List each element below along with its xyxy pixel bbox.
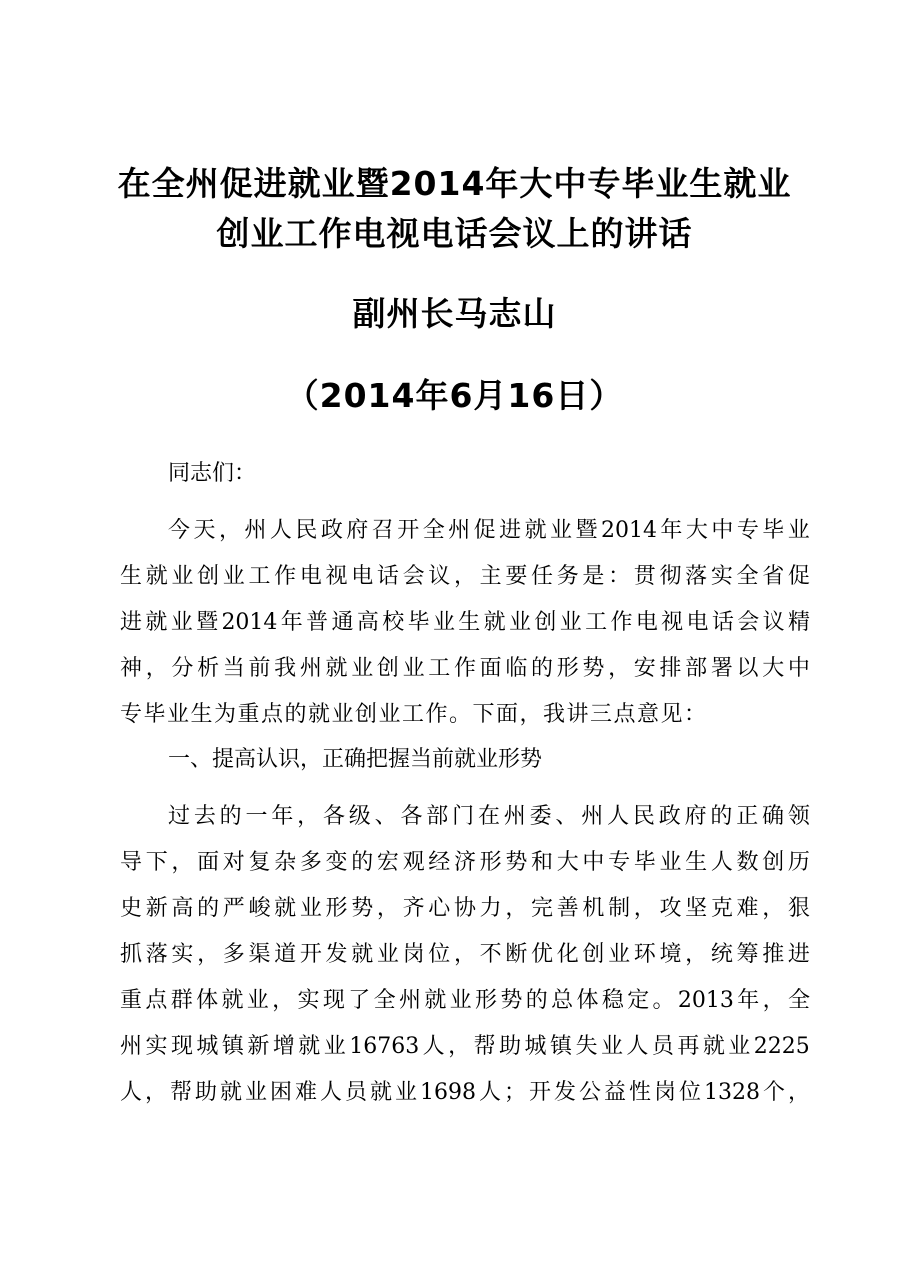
paragraph-line: 今 天 ， 州 人 民 政 府 召 开 全 州 促 进 就 业 暨 2014 年 大 中 专 毕 业 [168, 518, 810, 543]
paragraph-line: 人 ， 帮 助 就 业 困 难 人 员 就 业 1698 人 ； 开 发 公 益 性 岗 位 1328 个 ， [120, 1080, 810, 1105]
paragraph-line: 抓 落 实 ， 多 渠 道 开 发 就 业 岗 位 ， 不 断 优 化 创 业 环 境 ， 统 筹 推 进 [120, 942, 810, 967]
paragraph-line: 重 点 群 体 就 业 ， 实 现 了 全 州 就 业 形 势 的 总 体 稳 定 。 2013 年 ， 全 [120, 988, 810, 1013]
paragraph-line: 过 去 的 一 年 ， 各 级 、 各 部 门 在 州 委 、 州 人 民 政 府 的 正 确 领 [168, 804, 810, 829]
paragraph-line: 生 就 业 创 业 工 作 电 视 电 话 会 议 ， 主 要 任 务 是 ： 贯 彻 落 实 全 省 促 [120, 564, 810, 589]
date-line: （2014年6月16日） [285, 376, 624, 415]
title-line-1: 在全州促进就业暨2014年大中专毕业生就业 [117, 164, 792, 203]
paragraph-line: 史 新 高 的 严 峻 就 业 形 势 ， 齐 心 协 力 ， 完 善 机 制 ， 攻 坚 克 难 ， 狠 [120, 896, 810, 921]
paragraph-line: 专毕业生为重点的就业创业工作。下面，我讲三点意见： [120, 702, 708, 727]
paragraph-line: 州 实 现 城 镇 新 增 就 业 16763 人 ， 帮 助 城 镇 失 业 人 员 再 就 业 2225 [120, 1034, 810, 1059]
paragraph-line: 导 下 ， 面 对 复 杂 多 变 的 宏 观 经 济 形 势 和 大 中 专 毕 业 生 人 数 创 历 [120, 850, 810, 875]
section-1-heading: 一、提高认识，正确把握当前就业形势 [168, 747, 543, 772]
title-line-2: 创业工作电视电话会议上的讲话 [216, 214, 693, 253]
speaker-line: 副州长马志山 [352, 294, 557, 333]
paragraph-line: 进 就 业 暨 2014 年 普 通 高 校 毕 业 生 就 业 创 业 工 作 电 视 电 话 会 议 精 [120, 610, 810, 635]
paragraph-line: 神 ， 分 析 当 前 我 州 就 业 创 业 工 作 面 临 的 形 势 ， 安 排 部 署 以 大 中 [120, 656, 810, 681]
salutation: 同志们： [168, 461, 257, 486]
